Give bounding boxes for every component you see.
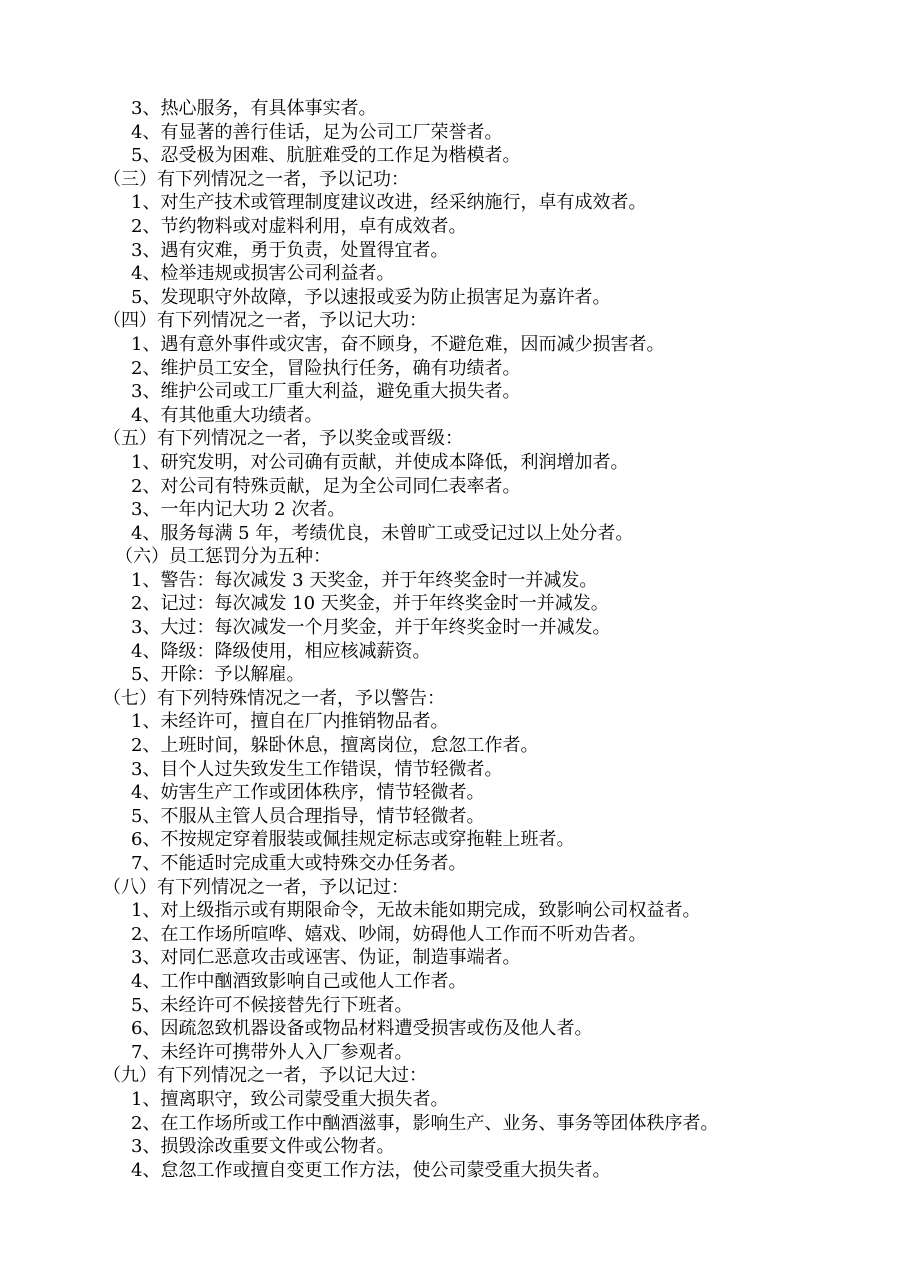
list-item: 4、工作中酗酒致影响自己或他人工作者。 bbox=[131, 970, 467, 992]
list-item: 4、有显著的善行佳话，足为公司工厂荣誉者。 bbox=[131, 121, 503, 143]
list-item: 5、未经许可不候接替先行下班者。 bbox=[131, 994, 413, 1016]
section-heading: （七）有下列特殊情况之一者，予以警告： bbox=[103, 687, 445, 709]
list-item: 7、不能适时完成重大或特殊交办任务者。 bbox=[131, 853, 467, 874]
list-item: 1、擅离职守，致公司蒙受重大损失者。 bbox=[131, 1088, 449, 1110]
list-item: 1、未经许可，擅自在厂内推销物品者。 bbox=[131, 711, 449, 733]
list-item: 1、对生产技术或管理制度建议改进，经采纳施行，卓有成效者。 bbox=[131, 192, 647, 214]
list-item: 5、开除：予以解雇。 bbox=[131, 664, 305, 686]
list-item: 4、怠忽工作或擅自变更工作方法，使公司蒙受重大损失者。 bbox=[131, 1159, 611, 1181]
list-item: 2、节约物料或对虚料利用，卓有成效者。 bbox=[131, 215, 467, 237]
section-heading: （八）有下列情况之一者，予以记过： bbox=[103, 876, 409, 898]
list-item: 4、检举违规或损害公司利益者。 bbox=[131, 263, 395, 285]
list-item: 3、目个人过失致发生工作错误，情节轻微者。 bbox=[131, 758, 503, 780]
list-item: 3、一年内记大功 2 次者。 bbox=[131, 499, 346, 521]
list-item: 3、遇有灾难，勇于负责，处置得宜者。 bbox=[131, 239, 449, 261]
list-item: 1、对上级指示或有期限命令，无故未能如期完成，致影响公司权益者。 bbox=[131, 900, 701, 922]
list-item: 3、热心服务，有具体事实者。 bbox=[131, 98, 377, 119]
list-item: 2、在工作场所或工作中酗酒滋事，影响生产、业务、事务等团体秩序者。 bbox=[131, 1112, 719, 1134]
section-heading: （五）有下列情况之一者，予以奖金或晋级： bbox=[103, 428, 463, 450]
list-item: 5、不服从主管人员合理指导，情节轻微者。 bbox=[131, 805, 485, 827]
list-item: 3、损毁涂改重要文件或公物者。 bbox=[131, 1136, 395, 1158]
list-item: 5、忍受极为困难、肮脏难受的工作足为楷模者。 bbox=[131, 145, 521, 167]
list-item: 2、记过：每次减发 10 天奖金，并于年终奖金时一并减发。 bbox=[131, 593, 609, 615]
section-heading: （四）有下列情况之一者，予以记大功： bbox=[103, 310, 427, 332]
section-heading: （六）员工惩罚分为五种： bbox=[115, 546, 331, 568]
list-item: 2、在工作场所喧哗、嬉戏、吵闹，妨碍他人工作而不听劝告者。 bbox=[131, 923, 647, 945]
section-heading: （九）有下列情况之一者，予以记大过： bbox=[103, 1065, 427, 1087]
list-item: 3、对同仁恶意攻击或诬害、伪证，制造事端者。 bbox=[131, 947, 521, 969]
list-item: 1、遇有意外事件或灾害，奋不顾身，不避危难，因而减少损害者。 bbox=[131, 333, 665, 355]
list-item: 1、警告：每次减发 3 天奖金，并于年终奖金时一并减发。 bbox=[131, 569, 598, 591]
list-item: 4、服务每满 5 年，考绩优良，未曾旷工或受记过以上处分者。 bbox=[131, 522, 634, 544]
list-item: 3、维护公司或工厂重大利益，避免重大损失者。 bbox=[131, 381, 521, 403]
section-heading: （三）有下列情况之一者，予以记功： bbox=[103, 168, 409, 190]
list-item: 4、妨害生产工作或团体秩序，情节轻微者。 bbox=[131, 782, 485, 804]
list-item: 7、未经许可携带外人入厂参观者。 bbox=[131, 1041, 413, 1063]
list-item: 4、降级：降级使用，相应核减薪资。 bbox=[131, 640, 431, 662]
list-item: 6、不按规定穿着服装或佩挂规定标志或穿拖鞋上班者。 bbox=[131, 829, 575, 851]
list-item: 2、维护员工安全，冒险执行任务，确有功绩者。 bbox=[131, 357, 521, 379]
list-item: 6、因疏忽致机器设备或物品材料遭受损害或伤及他人者。 bbox=[131, 1018, 593, 1040]
list-item: 3、大过：每次减发一个月奖金，并于年终奖金时一并减发。 bbox=[131, 617, 611, 639]
list-item: 5、发现职守外故障，予以速报或妥为防止损害足为嘉许者。 bbox=[131, 286, 611, 308]
list-item: 4、有其他重大功绩者。 bbox=[131, 404, 323, 426]
document-page bbox=[0, 97, 909, 1182]
list-item: 2、对公司有特殊贡献，足为全公司同仁表率者。 bbox=[131, 475, 521, 497]
list-item: 1、研究发明，对公司确有贡献，并使成本降低，利润增加者。 bbox=[131, 451, 629, 473]
list-item: 2、上班时间，躲卧休息，擅离岗位，怠忽工作者。 bbox=[131, 735, 539, 757]
